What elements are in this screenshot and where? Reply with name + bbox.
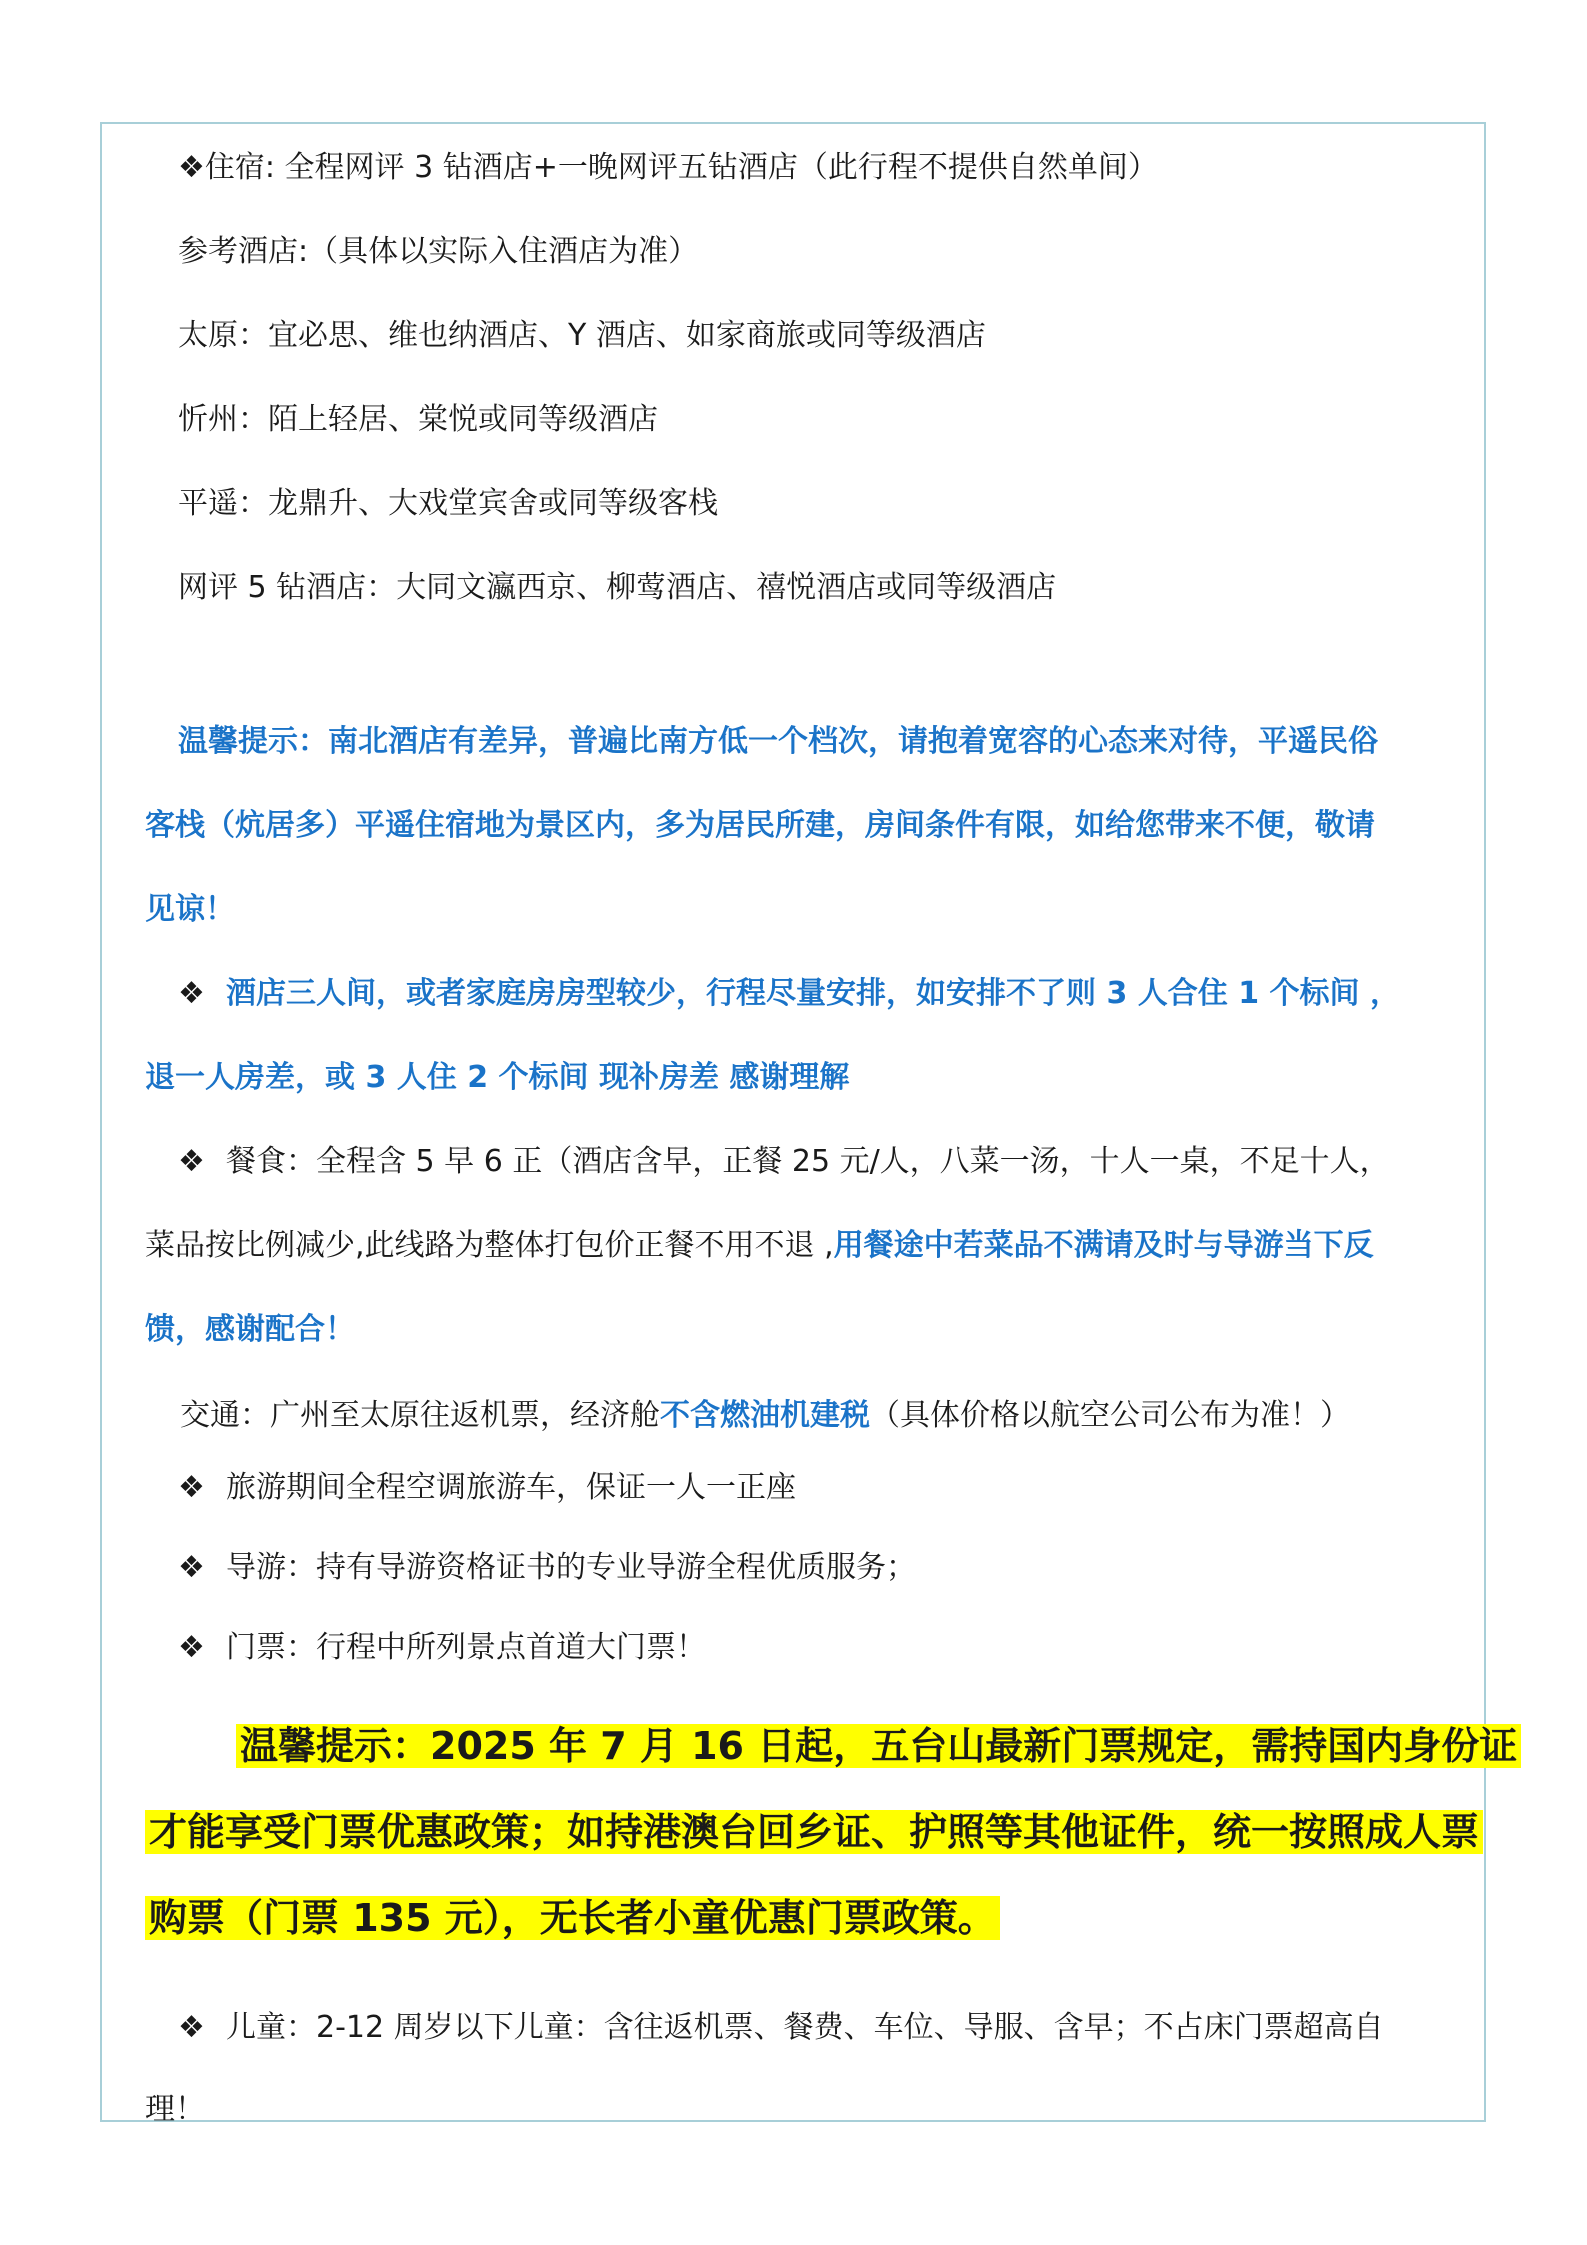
hotel-tip-line1: 温馨提示：南北酒店有差异，普遍比南方低一个档次，请抱着宽容的心态来对待，平遥民俗: [178, 724, 1378, 759]
child-text: 儿童：2-12 周岁以下儿童：含往返机票、餐费、车位、导服、含早；不占床门票超高自: [226, 2010, 1384, 2045]
bullet-icon: ❖: [178, 2010, 205, 2045]
meal-line3: 馈，感谢配合！: [145, 1312, 355, 1347]
ticket-line: [178, 1628, 706, 1668]
guide-text: 导游：持有导游资格证书的专业导游全程优质服务；: [226, 1550, 916, 1585]
five-diamond-hotel-line: 网评 5 钻酒店：大同文瀛西京、柳莺酒店、禧悦酒店或同等级酒店: [178, 570, 1057, 605]
bullet-icon: ❖: [178, 1470, 205, 1505]
wutai-tip-line1: [236, 1718, 1521, 1774]
bullet-icon: ❖: [178, 1550, 205, 1585]
wutai-tip-text3: 购票（门票 135 元），无长者小童优惠门票政策。: [145, 1896, 1000, 1940]
triple-room-line2: 退一人房差，或 3 人住 2 个标间 现补房差 感谢理解: [145, 1060, 850, 1095]
meal-text-normal: 菜品按比例减少,此线路为整体打包价正餐不用不退 ,: [145, 1228, 834, 1263]
child-line2: 理！: [145, 2092, 205, 2127]
meal-text-blue: 用餐途中若菜品不满请及时与导游当下反: [833, 1228, 1374, 1263]
wutai-tip-line3: [145, 1890, 1000, 1946]
traffic-fuel-tax: 不含燃油机建税: [660, 1398, 870, 1433]
xinzhou-hotel-line: 忻州：陌上轻居、棠悦或同等级酒店: [178, 402, 658, 437]
bus-text: 旅游期间全程空调旅游车，保证一人一正座: [226, 1470, 796, 1505]
wutai-tip-text1: 温馨提示：2025 年 7 月 16 日起，五台山最新门票规定，需持国内身份证: [236, 1724, 1521, 1768]
taiyuan-hotel-line: 太原：宜必思、维也纳酒店、Y 酒店、如家商旅或同等级酒店: [178, 318, 986, 353]
wutai-tip-text2: 才能享受门票优惠政策；如持港澳台回乡证、护照等其他证件，统一按照成人票: [145, 1810, 1483, 1854]
bullet-icon: ❖: [178, 1144, 205, 1179]
meal-text: 餐食：全程含 5 早 6 正（酒店含早，正餐 25 元/人，八菜一汤，十人一桌，不足十人，: [226, 1144, 1390, 1179]
traffic-line: [180, 1396, 1350, 1436]
hotel-tip-line3: 见谅！: [145, 892, 235, 927]
child-line1: [178, 2008, 1384, 2048]
traffic-prefix: 交通：广州至太原往返机票，经济舱: [180, 1398, 660, 1433]
triple-room-text: 酒店三人间，或者家庭房房型较少，行程尽量安排，如安排不了则 3 人合住 1 个标间 ，: [226, 976, 1400, 1011]
triple-room-line1: [178, 974, 1400, 1014]
reference-hotel-line: 参考酒店:（具体以实际入住酒店为准）: [178, 234, 699, 269]
lodging-line: ❖住宿: 全程网评 3 钻酒店+一晚网评五钻酒店（此行程不提供自然单间）: [178, 150, 1158, 185]
wutai-tip-line2: [145, 1804, 1483, 1860]
hotel-tip-line2: 客栈（炕居多）平遥住宿地为景区内，多为居民所建，房间条件有限，如给您带来不便，敬请: [145, 808, 1375, 843]
meal-line1: [178, 1142, 1390, 1182]
pingyao-hotel-line: 平遥：龙鼎升、大戏堂宾舍或同等级客栈: [178, 486, 718, 521]
bus-line: [178, 1468, 796, 1508]
guide-line: [178, 1548, 916, 1588]
bullet-icon: ❖: [178, 976, 205, 1011]
traffic-suffix: （具体价格以航空公司公布为准！）: [870, 1398, 1350, 1433]
meal-line2: [145, 1226, 1374, 1266]
bullet-icon: ❖: [178, 1630, 205, 1665]
ticket-text: 门票：行程中所列景点首道大门票！: [226, 1630, 706, 1665]
